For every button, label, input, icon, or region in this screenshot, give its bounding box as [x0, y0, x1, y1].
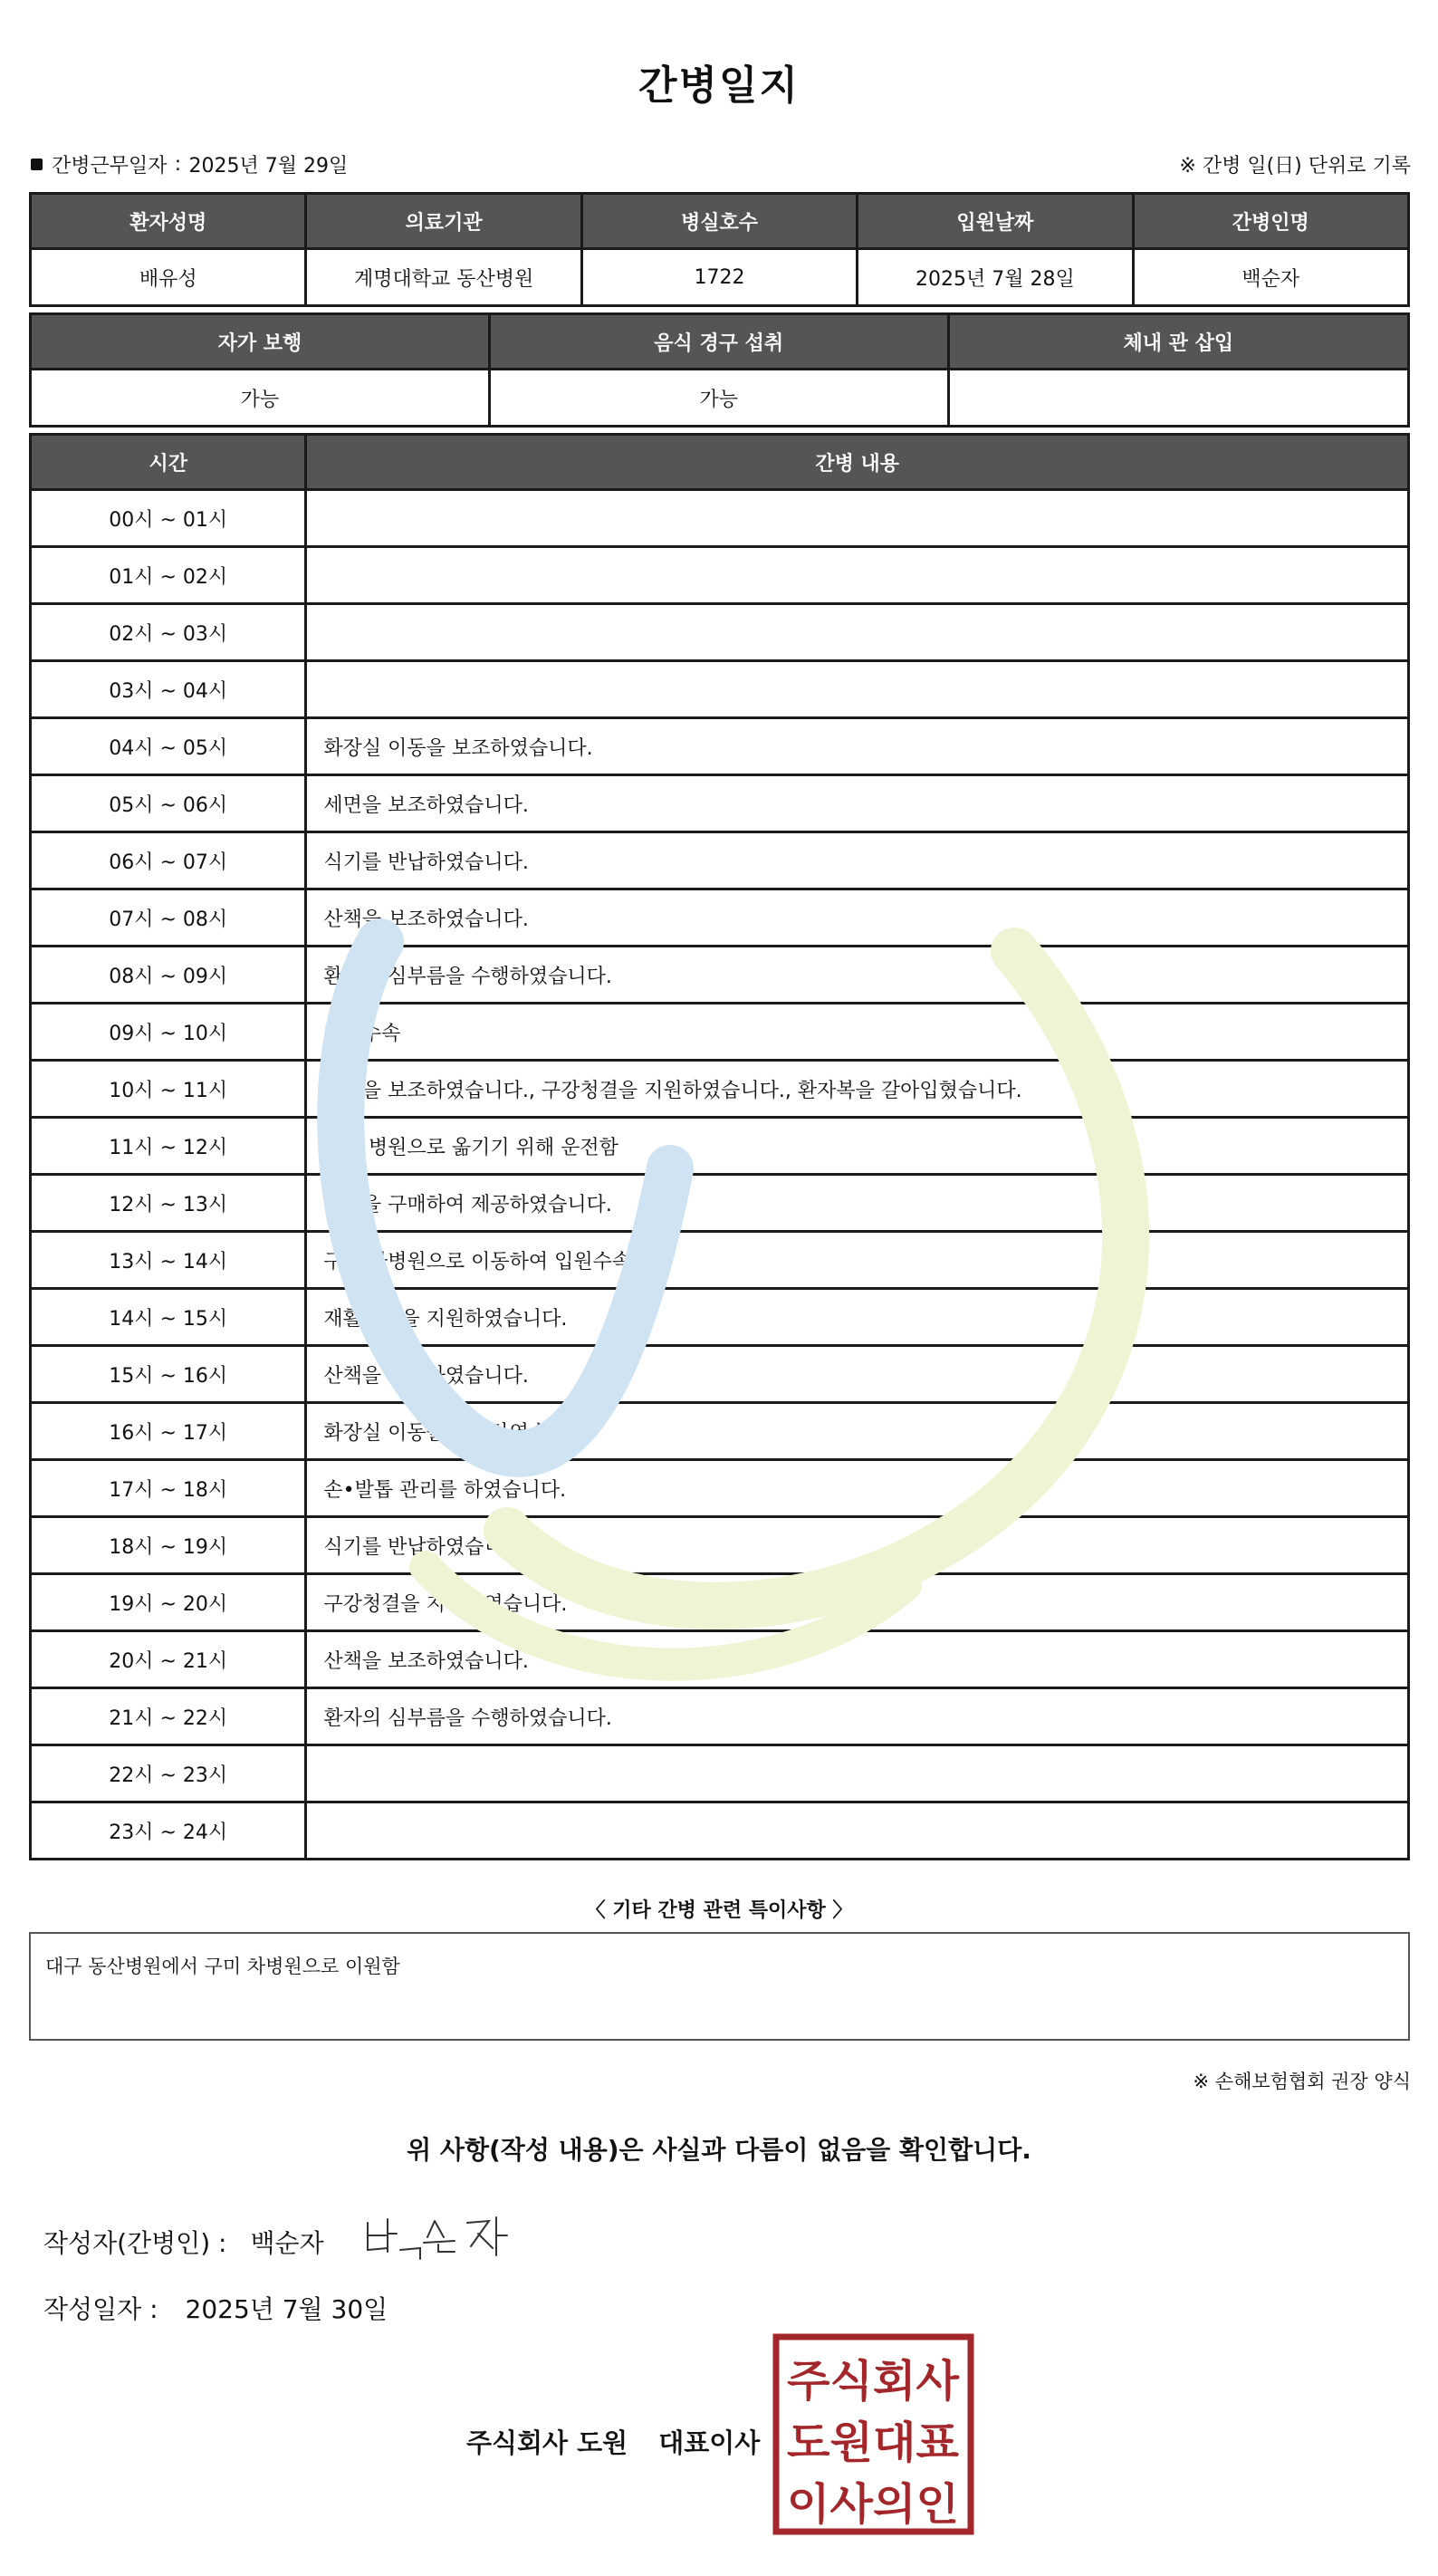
work-date-separator: : — [174, 153, 182, 176]
log-time: 03시 ~ 04시 — [31, 661, 306, 718]
header-self-walking: 자가 보행 — [31, 314, 490, 370]
header-hospital: 의료기관 — [306, 194, 581, 249]
hospital-name: 계명대학교 동산병원 — [306, 249, 581, 306]
header-room-number: 병실호수 — [581, 194, 857, 249]
log-row — [31, 1574, 1409, 1631]
log-time: 05시 ~ 06시 — [31, 775, 306, 832]
log-row — [31, 604, 1409, 661]
log-content: 퇴원수속 — [306, 1004, 1409, 1061]
log-content: 화장실 이동을 보조하였습니다. — [306, 718, 1409, 775]
care-log-table — [29, 433, 1410, 1860]
svg-text:이사의인: 이사의인 — [787, 2479, 959, 2530]
log-content: 간식을 구매하여 제공하였습니다. — [306, 1175, 1409, 1232]
work-date-label: 간병근무일자 — [52, 155, 168, 178]
log-time: 02시 ~ 03시 — [31, 604, 306, 661]
log-row — [31, 547, 1409, 604]
log-time: 18시 ~ 19시 — [31, 1517, 306, 1574]
log-row — [31, 1745, 1409, 1802]
caregiver-name: 백순자 — [1133, 249, 1408, 306]
header-caregiver-name: 간병인명 — [1133, 194, 1408, 249]
log-time: 19시 ~ 20시 — [31, 1574, 306, 1631]
log-row — [31, 1631, 1409, 1688]
header-time: 시간 — [31, 435, 306, 490]
log-content: 산책을 보조하였습니다. — [306, 1346, 1409, 1403]
log-content: 구강청결을 지원하였습니다. — [306, 1574, 1409, 1631]
log-time: 21시 ~ 22시 — [31, 1688, 306, 1745]
log-row — [31, 1289, 1409, 1346]
log-time: 09시 ~ 10시 — [31, 1004, 306, 1061]
written-date-label: 작성일자 : — [43, 2294, 158, 2324]
notes-box — [29, 1932, 1410, 2041]
svg-text:주식회사: 주식회사 — [787, 2356, 960, 2407]
log-row — [31, 1403, 1409, 1460]
header-oral-intake: 음식 경구 섭취 — [489, 314, 948, 370]
log-content: 환자의 심부름을 수행하였습니다. — [306, 947, 1409, 1004]
log-time: 14시 ~ 15시 — [31, 1289, 306, 1346]
work-date — [31, 150, 348, 178]
log-content: 산책을 보조하였습니다. — [306, 1631, 1409, 1688]
written-date-value: 2025년 7월 30일 — [185, 2294, 388, 2324]
log-content — [306, 1745, 1409, 1802]
log-row — [31, 1460, 1409, 1517]
notes-title: 〈 기타 간병 관련 특이사항 〉 — [585, 1899, 853, 1922]
writer-label: 작성자(간병인) : — [43, 2228, 227, 2258]
document-title: 간병일지 — [638, 62, 800, 109]
room-number: 1722 — [581, 249, 857, 306]
company-seal-stamp — [772, 2332, 975, 2536]
unit-note: ※ 간병 일(日) 단위로 기록 — [1179, 155, 1411, 178]
log-content: 식기를 반납하였습니다. — [306, 832, 1409, 889]
patient-status-table — [29, 312, 1410, 428]
company-position: 대표이사 — [658, 2427, 761, 2458]
log-time: 22시 ~ 23시 — [31, 1745, 306, 1802]
log-row — [31, 832, 1409, 889]
log-time: 11시 ~ 12시 — [31, 1118, 306, 1175]
log-time: 10시 ~ 11시 — [31, 1061, 306, 1118]
work-date-value: 2025년 7월 29일 — [188, 155, 349, 178]
written-date-line — [43, 2290, 388, 2326]
patient-info-table — [29, 192, 1410, 307]
admission-date: 2025년 7월 28일 — [858, 249, 1133, 306]
log-row — [31, 1688, 1409, 1745]
log-row — [31, 889, 1409, 947]
log-content: 화장실 이동을 보조하였습니다. — [306, 1403, 1409, 1460]
log-content — [306, 547, 1409, 604]
log-time: 04시 ~ 05시 — [31, 718, 306, 775]
header-tube-insertion: 체내 관 삽입 — [948, 314, 1408, 370]
log-row — [31, 1118, 1409, 1175]
self-walking-value: 가능 — [31, 370, 490, 427]
log-time: 08시 ~ 09시 — [31, 947, 306, 1004]
log-row — [31, 947, 1409, 1004]
writer-name: 백순자 — [250, 2228, 324, 2258]
log-content — [306, 490, 1409, 547]
writer-line — [43, 2224, 324, 2260]
log-content — [306, 604, 1409, 661]
log-row — [31, 1061, 1409, 1118]
log-row — [31, 1802, 1409, 1860]
header-admission-date: 입원날짜 — [858, 194, 1133, 249]
header-care-content: 간병 내용 — [306, 435, 1409, 490]
log-row — [31, 1232, 1409, 1289]
log-row — [31, 661, 1409, 718]
log-time: 06시 ~ 07시 — [31, 832, 306, 889]
log-row — [31, 1004, 1409, 1061]
confirmation-statement: 위 사항(작성 내용)은 사실과 다름이 없음을 확인합니다. — [407, 2135, 1031, 2165]
log-time: 17시 ~ 18시 — [31, 1460, 306, 1517]
header-patient-name: 환자성명 — [31, 194, 306, 249]
log-time: 13시 ~ 14시 — [31, 1232, 306, 1289]
log-content: 식기를 반납하였습니다. — [306, 1517, 1409, 1574]
patient-name: 배유성 — [31, 249, 306, 306]
log-content: 산책을 보조하였습니다. — [306, 889, 1409, 947]
log-time: 15시 ~ 16시 — [31, 1346, 306, 1403]
log-time: 00시 ~ 01시 — [31, 490, 306, 547]
company-line — [466, 2423, 760, 2460]
log-content: 환자의 심부름을 수행하였습니다. — [306, 1688, 1409, 1745]
log-time: 16시 ~ 17시 — [31, 1403, 306, 1460]
svg-text:도원대표: 도원대표 — [787, 2417, 960, 2468]
tube-insertion-value — [948, 370, 1408, 427]
log-time: 12시 ~ 13시 — [31, 1175, 306, 1232]
log-row — [31, 490, 1409, 547]
notes-text: 대구 동산병원에서 구미 차병원으로 이원함 — [45, 1956, 400, 1977]
bullet-square-icon — [31, 159, 43, 170]
log-row — [31, 1175, 1409, 1232]
oral-intake-value: 가능 — [489, 370, 948, 427]
log-time: 23시 ~ 24시 — [31, 1802, 306, 1860]
log-time: 20시 ~ 21시 — [31, 1631, 306, 1688]
handwritten-signature — [360, 2210, 514, 2264]
log-content: 세면을 보조하였습니다., 구강청결을 지원하였습니다., 환자복을 갈아입혔습니다. — [306, 1061, 1409, 1118]
log-content: 구미 차병원으로 이동하여 입원수속 — [306, 1232, 1409, 1289]
recommend-note: ※ 손해보험협회 권장 양식 — [1193, 2071, 1411, 2092]
log-content — [306, 1802, 1409, 1860]
log-content: 세면을 보조하였습니다. — [306, 775, 1409, 832]
log-content: 손•발톱 관리를 하였습니다. — [306, 1460, 1409, 1517]
log-time: 07시 ~ 08시 — [31, 889, 306, 947]
log-content — [306, 661, 1409, 718]
company-name: 주식회사 도원 — [466, 2427, 628, 2458]
log-time: 01시 ~ 02시 — [31, 547, 306, 604]
log-row — [31, 775, 1409, 832]
log-content: 다른 병원으로 옮기기 위해 운전함 — [306, 1118, 1409, 1175]
log-row — [31, 718, 1409, 775]
log-row — [31, 1346, 1409, 1403]
log-content: 재활운동을 지원하였습니다. — [306, 1289, 1409, 1346]
log-row — [31, 1517, 1409, 1574]
